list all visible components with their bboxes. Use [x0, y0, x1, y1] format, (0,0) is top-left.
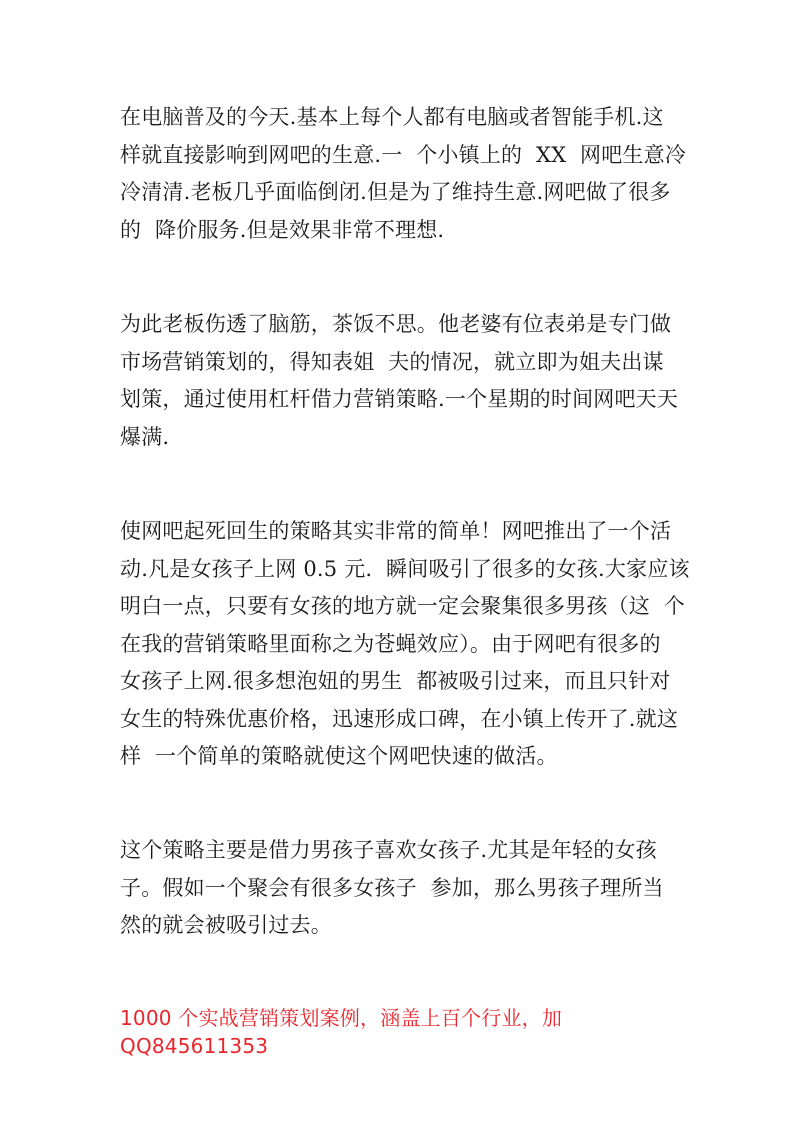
text-line: 市场营销策划的，得知表姐 夫的情况，就立即为姐夫出谋	[120, 349, 664, 374]
text-line: 的 降价服务.但是效果非常不理想.	[120, 217, 445, 242]
text-line: 使网吧起死回生的策略其实非常的简单！网吧推出了一个活	[120, 519, 672, 543]
text-line: 划策，通过使用杠杆借力营销策略.一个星期的时间网吧天天	[120, 387, 679, 411]
text-line: 冷清清.老板几乎面临倒闭.但是为了维持生意.网吧做了很多	[120, 180, 671, 204]
text-line: 明白一点，只要有女孩的地方就一定会聚集很多男孩（这 个	[120, 594, 685, 618]
paragraph-problem	[120, 306, 680, 456]
text-line: 女孩子上网.很多想泡妞的男生 都被吸引过来，而且只针对	[120, 669, 671, 693]
paragraph-strategy	[120, 513, 690, 776]
text-line: 样 一个简单的策略就使这个网吧快速的做活。	[120, 744, 558, 768]
text-line: 动.凡是女孩子上网 0.5 元. 瞬间吸引了很多的女孩.大家应该	[120, 556, 690, 581]
text-line: 然的就会被吸引过去。	[120, 913, 332, 937]
promo-contact: QQ845611353	[120, 1034, 269, 1058]
promo-text	[120, 1004, 680, 1060]
text-line: 女生的特殊优惠价格，迅速形成口碑，在小镇上传开了.就这	[120, 706, 679, 731]
text-line: 为此老板伤透了脑筋，茶饭不思。他老婆有位表弟是专门做	[120, 312, 672, 336]
paragraph-intro	[120, 99, 687, 249]
text-line: 这个策略主要是借力男孩子喜欢女孩子.尤其是年轻的女孩	[120, 838, 657, 862]
paragraph-summary	[120, 832, 680, 945]
text-line: 样就直接影响到网吧的生意.一 个小镇上的 XX 网吧生意冷	[120, 142, 687, 167]
promo-line: 1000 个实战营销策划案例，涵盖上百个行业，加	[120, 1006, 563, 1030]
text-line: 在我的营销策略里面称之为苍蝇效应）。由于网吧有很多的	[120, 631, 661, 656]
text-line: 子。假如一个聚会有很多女孩子 参加，那么男孩子理所当	[120, 875, 664, 900]
text-line: 爆满.	[120, 424, 170, 449]
text-line: 在电脑普及的今天.基本上每个人都有电脑或者智能手机.这	[120, 105, 664, 129]
